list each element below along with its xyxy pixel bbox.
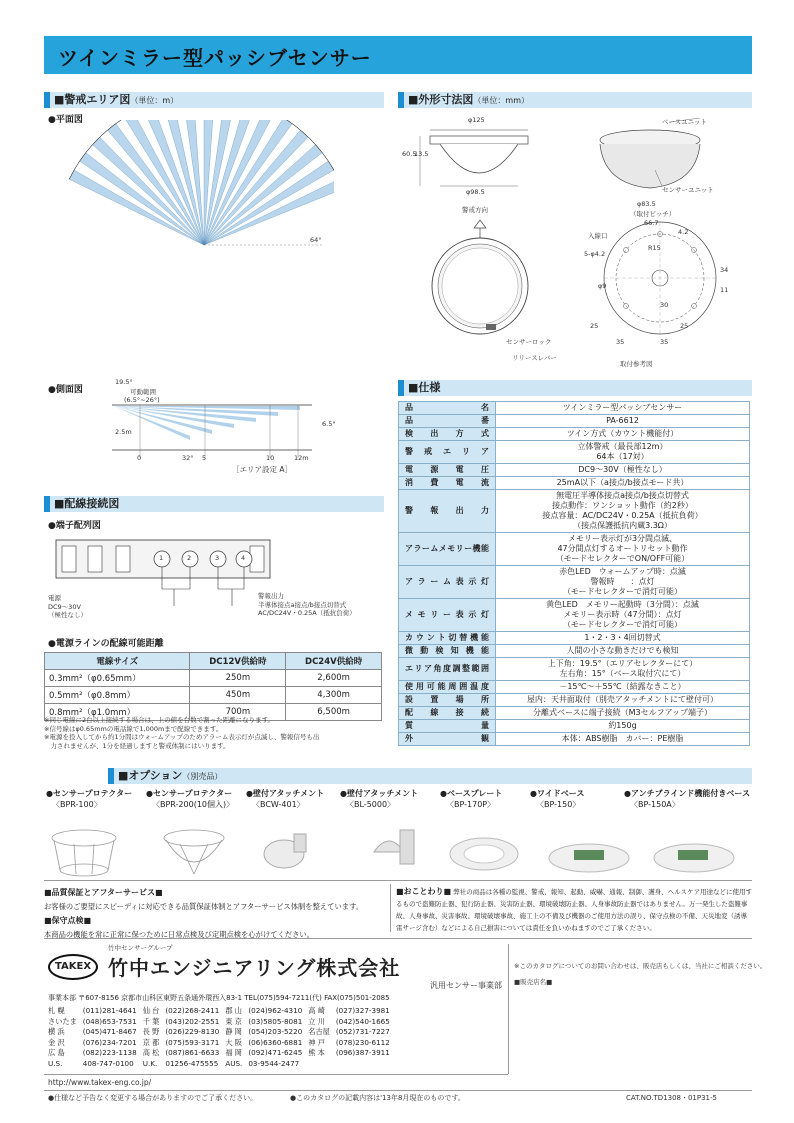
tick-10: 10: [266, 454, 275, 462]
contact-note: ※このカタログについてのお問い合わせは、販売店もしくは、当社にご相談ください。: [514, 962, 767, 970]
office-phone: (078)230-6112: [335, 1037, 390, 1047]
spec-row: [399, 441, 750, 464]
spec-value-line: 無電圧半導体接点a接点/b接点切替式: [556, 491, 689, 500]
spec-value: [496, 464, 750, 477]
dim-30: 30: [660, 301, 669, 309]
table-cell: 6,500m: [286, 704, 382, 721]
office-phone: 03-9544-2477: [248, 1058, 300, 1068]
office-phone: (043)202-2551: [165, 1016, 220, 1026]
plan-view-label: ●平面図: [48, 115, 83, 125]
power-note: 電源 DC9～30V （極性なし）: [48, 594, 87, 619]
angle-195-label: 19.5°: [115, 378, 133, 386]
alarm-output-note: 警報出力 半導体接点a接点/b接点切替式 AC/DC24V・0.25A（抵抗負荷）: [258, 592, 356, 617]
spec-value-line: （モードセレクターでON/OFF可能）: [555, 554, 690, 563]
spec-value: [496, 720, 750, 733]
dim-35a: 35: [616, 338, 625, 346]
spec-key: メモリー表示灯: [399, 599, 496, 632]
spec-value: [496, 658, 750, 681]
office-phone: (092)471-6245: [248, 1048, 303, 1057]
spec-row: [399, 733, 750, 746]
office-city: さいたま: [48, 1016, 77, 1026]
office-phone: (096)387-3911: [335, 1048, 390, 1057]
office-row: [48, 1027, 396, 1038]
spec-key: 外観: [399, 733, 496, 746]
terminal-layout-label: ●端子配列図: [48, 521, 101, 531]
office-city: 高 松: [142, 1048, 160, 1057]
office-phone: [336, 1059, 396, 1070]
office-row: [48, 1017, 396, 1028]
spec-value-line: 人間の小さな動きだけでも検知: [566, 646, 679, 655]
catalog-date-note: ●このカタログの記載内容は'13年8月現在のものです。: [290, 1094, 465, 1102]
spec-value-line: メモリー表示灯が3分間点滅、: [567, 534, 678, 543]
division-name: 汎用センサー事業部: [430, 981, 502, 990]
office-phone: (076)234-7201: [82, 1037, 137, 1047]
office-phone: (087)861-6633: [165, 1048, 220, 1057]
spec-value-line: 1・2・3・4回切替式: [584, 633, 661, 642]
option-model: 〈BL-5000〉: [346, 800, 396, 809]
spec-row: [399, 694, 750, 707]
spec-key: エリア角度調整範囲: [399, 658, 496, 681]
spec-key: 品名: [399, 402, 496, 415]
spec-key: カウント切替機能: [399, 632, 496, 645]
office-city: 広 島: [48, 1048, 65, 1057]
direction-label: 警戒方向: [462, 206, 488, 214]
spec-value: [496, 441, 750, 464]
dim-35b: 35: [660, 338, 669, 346]
hq-address: 事業本部 〒607-8156 京都市山科区東野五条通外環西入83-1 TEL(075)594-7211(代) FAX(075)501-2085: [48, 994, 390, 1002]
spec-key: 電源電圧: [399, 464, 496, 477]
range-value: (6.5°~26°): [124, 396, 160, 404]
table-cell: 0.8mm²（φ1.0mm）: [45, 704, 190, 721]
dim-h135: 13.5: [414, 150, 429, 158]
office-phone: (03)5805-8081: [248, 1016, 303, 1026]
area-setting-label: ［エリア設定 A］: [232, 465, 293, 474]
spec-key: 使用可能周囲温度: [399, 681, 496, 694]
spec-value: [496, 599, 750, 632]
table-cell: 0.5mm²（φ0.8mm）: [45, 687, 190, 704]
release-lever-label: リリースレバー: [512, 354, 557, 362]
company-group: 竹中センサーグループ: [108, 944, 173, 952]
spec-value-line: メモリー表示時（47分間）：点灯: [563, 610, 682, 619]
spec-value-line: ツインミラー型パッシブセンサー: [562, 403, 683, 412]
side-beam: [114, 406, 300, 410]
spec-table: [398, 401, 750, 746]
table-cell: 700m: [190, 704, 286, 721]
office-city: 神 戸: [308, 1037, 325, 1047]
office-phone: (052)731-7227: [335, 1027, 390, 1036]
spec-value-line: 分離式ベースに端子接続（M3セルフアップ端子）: [532, 708, 713, 717]
spec-value-line: （接点保護抵抗内蔵3.3Ω）: [573, 521, 672, 530]
spec-row: [399, 566, 750, 599]
spec-value: [496, 566, 750, 599]
spec-value-line: DC9～30V（極性なし）: [578, 465, 667, 474]
office-phone: (048)653-7531: [82, 1016, 137, 1026]
spec-value: [496, 477, 750, 490]
spec-row: [399, 464, 750, 477]
spec-row: [399, 428, 750, 441]
spec-row: [399, 477, 750, 490]
spec-value: [496, 707, 750, 720]
option-model: 〈BP-150〉: [536, 800, 581, 809]
office-phone: 408-747-0100: [82, 1058, 134, 1068]
spec-value: [496, 733, 750, 746]
office-city: 福 岡: [225, 1048, 242, 1057]
dimension-drawing: [400, 110, 750, 370]
spec-value-line: 約150g: [608, 721, 637, 730]
office-city: 仙 台: [142, 1006, 160, 1015]
option-item: [246, 788, 338, 810]
office-phone: (045)471-8467: [82, 1027, 137, 1036]
office-city: 京 都: [142, 1037, 160, 1047]
office-phone: (082)223-1138: [82, 1048, 137, 1057]
side-view-label: ●側面図: [48, 385, 83, 395]
spec-value-line: 警報時 ：点灯: [590, 577, 655, 586]
spec-key: 消費電流: [399, 477, 496, 490]
dim-34: 34: [720, 266, 729, 274]
office-city: U.K.: [142, 1058, 158, 1068]
option-item: [46, 788, 144, 810]
office-city: [308, 1059, 336, 1070]
wiring-section-heading: ■配線接続図: [44, 496, 384, 512]
spec-value-line: （モードセレクターで消灯可能）: [562, 587, 683, 596]
option-model: 〈BCW-401〉: [252, 800, 305, 809]
tick-5: 5: [202, 454, 207, 462]
range-label: 可動範囲: [130, 388, 156, 396]
option-item: [530, 788, 620, 810]
spec-value: [496, 428, 750, 441]
dim-d125: φ125: [468, 116, 485, 124]
office-city: 横 浜: [48, 1027, 65, 1036]
office-city: AUS.: [225, 1058, 243, 1068]
spec-row: [399, 681, 750, 694]
spec-value: [496, 632, 750, 645]
option-name: ●壁付アタッチメント: [340, 789, 419, 798]
terminal-3: 3: [215, 554, 220, 562]
option-name: ●ベースプレート: [440, 789, 503, 798]
spec-row: [399, 632, 750, 645]
spec-value-line: 64本（17対）: [596, 452, 649, 461]
table-row: [45, 670, 382, 687]
office-phone: (042)540-1665: [335, 1016, 390, 1026]
office-phone: 01256-475555: [165, 1058, 219, 1068]
spec-key: 警報出力: [399, 490, 496, 533]
option-name: ●アンチブラインド機能付きベース: [624, 789, 751, 798]
spec-row: [399, 720, 750, 733]
spec-key: 配線接続: [399, 707, 496, 720]
wiring-notes: ※同じ電線に2台以上接続する場合は、上の値を台数で割った距離になります。 ※信号線はφ0.65mmの電話線で1,000mまで配線できます。 ※電源を投入してから約1分間はウォームアップのためアラーム表示灯が点滅し、警報信号も出 力されませんが、1分を経過しますと警戒体制にはいります。: [44, 716, 320, 750]
office-list: [48, 1006, 396, 1069]
dim-pitch: 66.7: [644, 219, 659, 227]
spec-section-heading: ■仕様: [398, 380, 752, 396]
dim-r15: R15: [648, 244, 661, 252]
page-title: ツインミラー型パッシブセンサー: [58, 46, 372, 70]
takex-logo: TAKEX: [48, 954, 98, 980]
dealer-label: ■販売店名■: [514, 978, 553, 986]
option-name: ●ワイドベース: [530, 789, 585, 798]
option-item: [146, 788, 244, 810]
dims-section-heading: ■外形寸法図（単位：mm）: [398, 92, 752, 108]
spec-row: [399, 707, 750, 720]
terminal-2: 2: [187, 554, 192, 562]
office-phone: (011)281-4641: [82, 1006, 137, 1015]
spec-value: [496, 694, 750, 707]
spec-key: 微動検知機能: [399, 645, 496, 658]
spec-value: [496, 645, 750, 658]
spec-key: 検出方式: [399, 428, 496, 441]
office-row: [48, 1048, 396, 1059]
col-wire-size: 電線サイズ: [45, 653, 190, 670]
spec-change-note: ●仕様など予告なく変更する場合がありますのでご了承ください。: [48, 1094, 258, 1102]
office-phone: (027)327-3981: [335, 1006, 390, 1015]
option-model: 〈BPR-200(10個入)〉: [152, 800, 235, 809]
option-name: ●壁付アタッチメント: [246, 789, 325, 798]
spec-row: [399, 533, 750, 566]
tick-0: 0: [137, 454, 142, 462]
distance-label: ●電源ラインの配線可能距離: [48, 639, 164, 649]
table-row: [45, 687, 382, 704]
angle-64-label: 64°: [310, 236, 322, 244]
spec-key: 設置場所: [399, 694, 496, 707]
dim-d835: φ83.5: [637, 200, 656, 208]
angle-32-label: 32°: [182, 454, 194, 462]
terminal-4: 4: [241, 554, 246, 562]
office-row: [48, 1038, 396, 1049]
spec-value-line: 赤色LED ウォームアップ時：点滅: [559, 567, 686, 576]
office-city: 郡 山: [225, 1006, 242, 1015]
col-dc24v: DC24V供給時: [286, 653, 382, 670]
disclaimer-notice: ■おことわり■ 弊社の商品は各種の監視、警戒、報知、起動、威嚇、通報、制御、護身、ヘルスケア用途などに使用するもので盗難防止器、犯行防止器、災害防止器、環境破壊防止器、人身事故防止器ではありません。万一発生した盗難事故、人身事故、災害事故、環境破壊事故、施工上の不備及び機器のご使用方法の誤り、保守点検の不備、天災地変（誘導雷サージ含む）などによる自己損害については責任を負いかねますのでご了承ください。: [396, 887, 753, 932]
tick-12m: 12m: [294, 454, 309, 462]
base-unit-label: ベースユニット: [662, 118, 707, 126]
office-city: 金 沢: [48, 1037, 65, 1047]
dim-25b: 25: [680, 322, 689, 330]
option-model: 〈BP-150A〉: [630, 800, 680, 809]
height-label: 2.5m: [115, 428, 132, 436]
spec-value-line: 本体：ABS樹脂 カバー：PE樹脂: [561, 734, 684, 743]
spec-value-line: 屋内：天井面取付（別売アタッチメントにて壁付可）: [526, 695, 719, 704]
spec-value-line: 25mA以下（a接点/b接点モード共）: [556, 478, 689, 487]
dim-h605: 60.5: [402, 150, 417, 158]
sensor-lock-label: センサーロック: [506, 338, 552, 346]
wiring-distance-table: [44, 652, 382, 721]
option-item: [624, 788, 754, 810]
option-model: 〈BPR-100〉: [52, 800, 102, 809]
office-phone: (026)229-8130: [165, 1027, 220, 1036]
spec-value: [496, 681, 750, 694]
spec-value: [496, 402, 750, 415]
office-phone: (054)203-5220: [248, 1027, 303, 1036]
office-city: 大 阪: [225, 1037, 242, 1047]
option-item: [340, 788, 438, 810]
spec-value-line: ツイン方式（カウント機能付）: [566, 429, 679, 438]
office-city: 立 川: [308, 1016, 325, 1026]
table-cell: 250m: [190, 670, 286, 687]
dim-25a: 25: [590, 322, 599, 330]
spec-value: [496, 490, 750, 533]
spec-key: 品番: [399, 415, 496, 428]
hole-label: 5-φ4.2: [584, 250, 606, 258]
table-cell: 2,600m: [286, 670, 382, 687]
col-dc12v: DC12V供給時: [190, 653, 286, 670]
spec-value-line: （モードセレクターで消灯可能）: [562, 620, 683, 629]
option-name: ●センサープロテクター: [146, 789, 233, 798]
entry-label: 入線口: [588, 232, 608, 240]
office-city: 千 葉: [142, 1016, 160, 1026]
spec-value-line: 黄色LED メモリー起動時（3分間）：点滅: [546, 600, 699, 609]
office-row: [48, 1059, 396, 1070]
option-model: 〈BP-170P〉: [446, 800, 496, 809]
dim-d9: φ9: [598, 282, 607, 290]
company-name: 竹中エンジニアリング株式会社: [108, 956, 401, 980]
catalog-number: CAT.NO.TD1308・01P31-5: [626, 1094, 717, 1102]
spec-row: [399, 490, 750, 533]
spec-value-line: 左右角：15°（ベース取付穴にて）: [559, 669, 686, 678]
dim-11: 11: [720, 286, 729, 294]
spec-value-line: 47分間点灯するオートリセット動作: [557, 544, 688, 553]
plan-view-diagram: [44, 120, 334, 380]
option-item: [440, 788, 528, 810]
sensor-unit-label: センサーユニット: [662, 186, 714, 194]
angle-65-label: 6.5°: [322, 420, 336, 428]
spec-key: アラームメモリー機能: [399, 533, 496, 566]
options-section-heading: ■オプション（別売品）: [108, 768, 752, 784]
dim-d985: φ98.5: [466, 188, 485, 196]
spec-value-line: 接点容量：AC/DC24V・0.25A（抵抗負荷）: [542, 511, 703, 520]
quality-notice: ■品質保証とアフターサービス■ お客様のご要望にスピーディに対応できる品質保証体制とアフターサービス体制を整えています。 ■保守点検■ 本商品の機能を常に正常に保つために日常点検及び定期点検を心がけてください。: [44, 888, 364, 939]
terminal-1: 1: [159, 554, 164, 562]
option-name: ●センサープロテクター: [46, 789, 133, 798]
office-city: 長 野: [142, 1027, 160, 1036]
office-phone: (024)962-4310: [248, 1006, 303, 1015]
spec-value-line: 立体警戒（最長部12m）: [577, 442, 668, 451]
office-phone: (06)6360-6881: [248, 1037, 303, 1047]
office-city: 名古屋: [308, 1027, 330, 1036]
office-city: 高 崎: [308, 1006, 325, 1015]
option-product-images: [44, 824, 752, 884]
spec-row: [399, 658, 750, 681]
office-city: 熊 本: [308, 1048, 325, 1057]
office-phone: (075)593-3171: [165, 1037, 220, 1047]
mount-ref-label: 取付参考図: [620, 360, 653, 368]
table-cell: 450m: [190, 687, 286, 704]
office-city: U.S.: [48, 1058, 63, 1068]
dim-d42: 4.2: [678, 228, 689, 236]
table-cell: 0.3mm²（φ0.65mm）: [45, 670, 190, 687]
spec-key: アラーム表示灯: [399, 566, 496, 599]
pitch-label: （取付ピッチ）: [630, 210, 676, 218]
spec-row: [399, 402, 750, 415]
area-section-heading: ■警戒エリア図（単位：m）: [44, 92, 384, 108]
spec-value-line: PA-6612: [606, 416, 639, 425]
spec-row: [399, 415, 750, 428]
spec-key: 警戒エリア: [399, 441, 496, 464]
spec-row: [399, 599, 750, 632]
office-city: 札 幌: [48, 1006, 65, 1015]
office-city: 静 岡: [225, 1027, 242, 1036]
spec-row: [399, 645, 750, 658]
office-city: 東 京: [225, 1016, 242, 1026]
spec-value: [496, 533, 750, 566]
spec-key: 質量: [399, 720, 496, 733]
terminal-diagram: [54, 534, 274, 614]
spec-value-line: 接点動作：ワンショット動作（約2秒）: [552, 501, 693, 510]
title-bar: [44, 36, 752, 74]
spec-value-line: 上下角：19.5°（エリアセレクターにて）: [547, 659, 698, 668]
spec-value: [496, 415, 750, 428]
spec-value-line: －15℃～＋55℃（結露なきこと）: [559, 682, 686, 691]
office-phone: (022)268-2411: [165, 1006, 220, 1015]
table-cell: 4,300m: [286, 687, 382, 704]
website-url[interactable]: http://www.takex-eng.co.jp/: [48, 1078, 152, 1087]
office-row: [48, 1006, 396, 1017]
